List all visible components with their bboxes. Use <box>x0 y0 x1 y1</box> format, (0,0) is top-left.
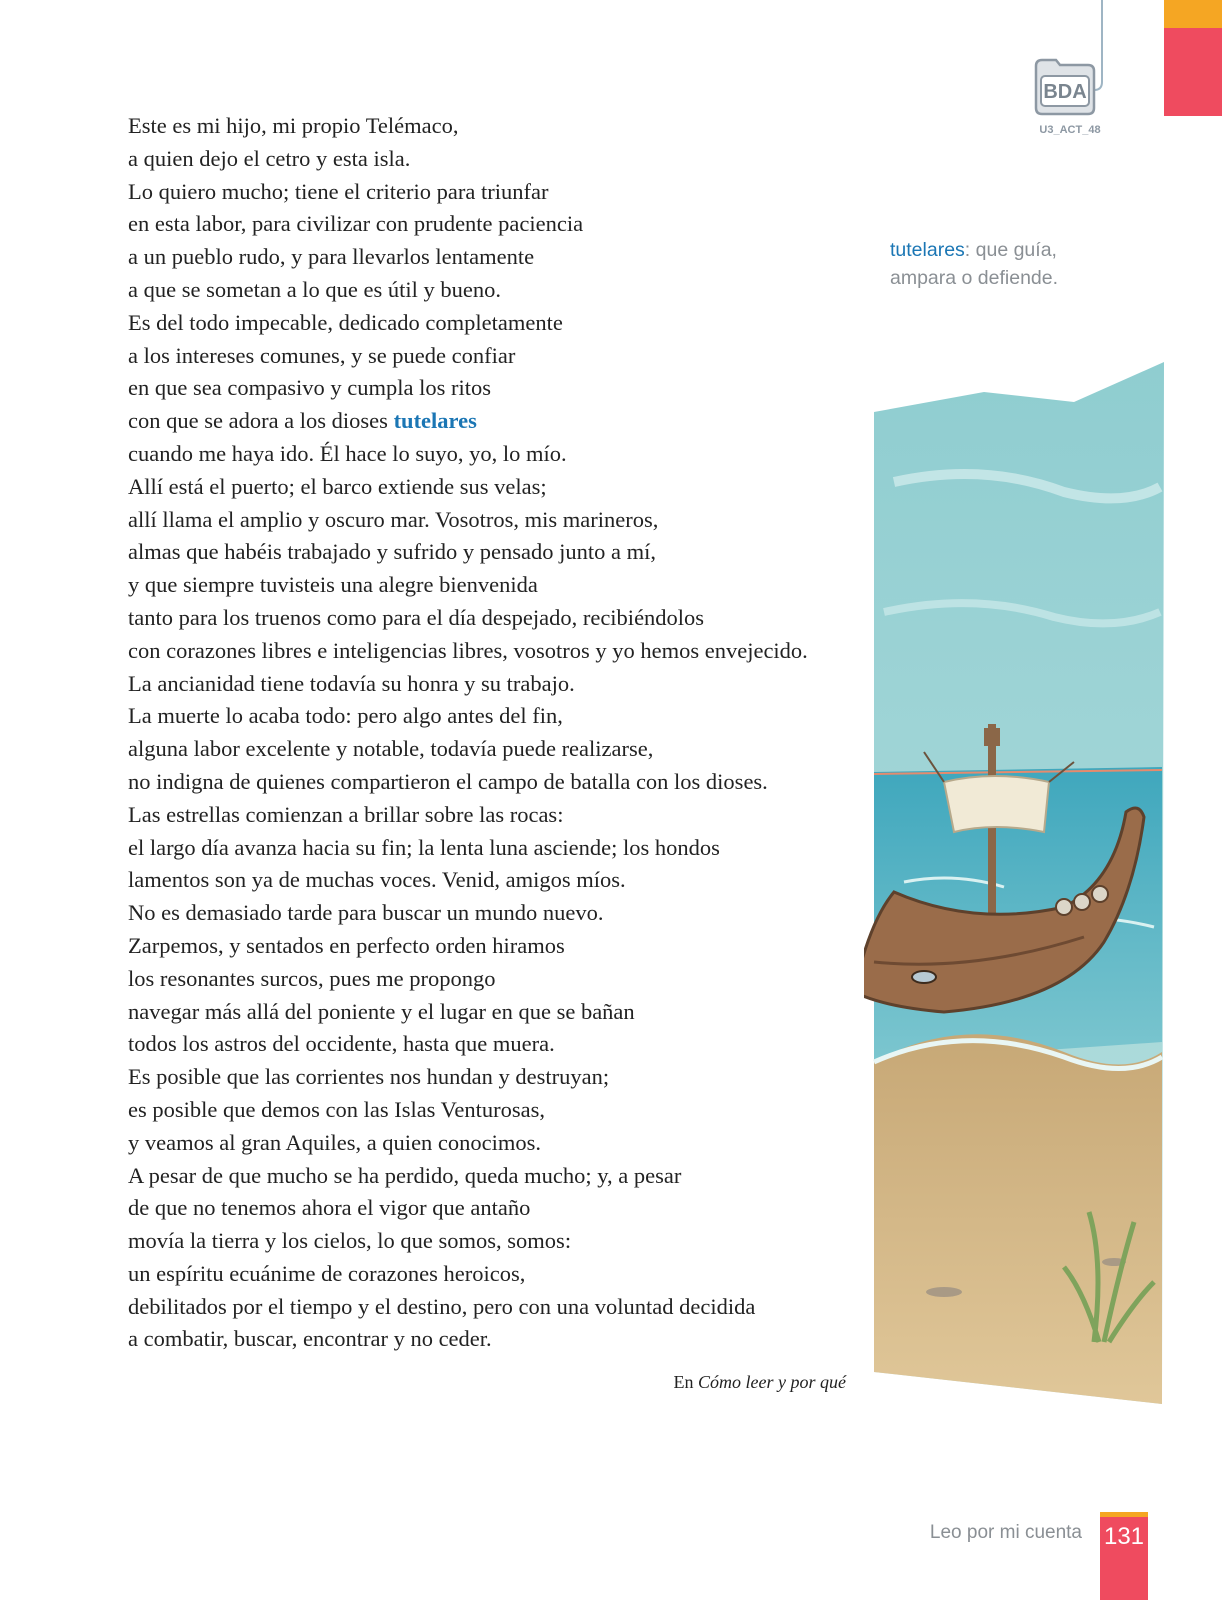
poem-line: Lo quiero mucho; tiene el criterio para triunfar <box>128 178 549 204</box>
poem-line: es posible que demos con las Islas Venturosas, <box>128 1096 546 1122</box>
poem-line: cuando me haya ido. Él hace lo suyo, yo, lo mío. <box>128 440 567 466</box>
poem-line: alguna labor excelente y notable, todavía puede realizarse, <box>128 736 654 762</box>
poem-line: Las estrellas comienzan a brillar sobre las rocas: <box>128 801 564 827</box>
bda-code: U3_ACT_48 <box>1039 124 1101 136</box>
poem-line-text: con que se adora a los dioses <box>128 408 394 434</box>
poem-line: No es demasiado tarde para buscar un mundo nuevo. <box>128 900 604 926</box>
poem-line: movía la tierra y los cielos, lo que somos, somos: <box>128 1228 572 1254</box>
page-number: 131 <box>1100 1512 1148 1600</box>
glossary-term: tutelares <box>890 239 965 261</box>
glossary-definition: : que guía, ampara o defiende. <box>890 239 1059 289</box>
bda-label: BDA <box>1043 81 1087 103</box>
poem-line: debilitados por el tiempo y el destino, pero con una voluntad decidida <box>128 1293 756 1319</box>
poem-line: Allí está el puerto; el barco extiende sus velas; <box>128 473 547 499</box>
poem-line: a combatir, buscar, encontrar y no ceder. <box>128 1326 492 1352</box>
poem-line: Zarpemos, y sentados en perfecto orden hiramos <box>128 932 565 958</box>
poem-line: no indigna de quienes compartieron el campo de batalla con los dioses. <box>128 768 768 794</box>
corner-tab-red <box>1164 28 1222 116</box>
poem-body <box>128 110 808 1356</box>
poem-line: todos los astros del occidente, hasta que muera. <box>128 1031 555 1057</box>
source-citation <box>674 1372 846 1393</box>
poem-line: a que se sometan a lo que es útil y bueno. <box>128 276 502 302</box>
poem-line: de que no tenemos ahora el vigor que antaño <box>128 1195 531 1221</box>
poem-line: a los intereses comunes, y se puede confiar <box>128 342 516 368</box>
poem-line: Es del todo impecable, dedicado completamente <box>128 309 563 335</box>
poem-line: y que siempre tuvisteis una alegre bienvenida <box>128 572 538 598</box>
poem-line: Es posible que las corrientes nos hundan y destruyan; <box>128 1064 610 1090</box>
poem-line: con corazones libres e inteligencias libres, vosotros y yo hemos envejecido. <box>128 637 808 663</box>
poem-line: Este es mi hijo, mi propio Telémaco, <box>128 113 459 138</box>
source-book-title: Cómo leer y por qué <box>698 1372 846 1392</box>
poem-line: en esta labor, para civilizar con prudente paciencia <box>128 211 584 237</box>
poem-line: los resonantes surcos, pues me propongo <box>128 965 496 991</box>
poem-line: y veamos al gran Aquiles, a quien conocimos. <box>128 1129 542 1155</box>
poem-line: a un pueblo rudo, y para llevarlos lentamente <box>128 244 535 270</box>
poem-line: La ancianidad tiene todavía su honra y su trabajo. <box>128 670 575 696</box>
poem-line: allí llama el amplio y oscuro mar. Vosotros, mis marineros, <box>128 506 659 532</box>
source-prefix: En <box>673 1372 699 1392</box>
bda-folder-icon[interactable] <box>1030 56 1100 118</box>
poem-line: a quien dejo el cetro y esta isla. <box>128 145 411 171</box>
poem-line: navegar más allá del poniente y el lugar en que se bañan <box>128 998 635 1024</box>
poem-line: un espíritu ecuánime de corazones heroicos, <box>128 1260 526 1286</box>
poem-line: A pesar de que mucho se ha perdido, queda mucho; y, a pesar <box>128 1162 682 1188</box>
poem-line: lamentos son ya de muchas voces. Venid, amigos míos. <box>128 867 626 893</box>
glossary-note <box>890 236 1110 292</box>
poem-line-gloss <box>128 405 808 438</box>
ship-illustration <box>864 362 1182 1404</box>
poem-line: en que sea compasivo y cumpla los ritos <box>128 375 492 401</box>
poem-line: La muerte lo acaba todo: pero algo antes del fin, <box>128 703 563 729</box>
poem-line: tanto para los truenos como para el día despejado, recibiéndolos <box>128 604 705 630</box>
section-title: Leo por mi cuenta <box>929 1522 1082 1543</box>
corner-tab-orange <box>1164 0 1222 28</box>
glossary-term-link[interactable]: tutelares <box>393 408 477 434</box>
poem-line: el largo día avanza hacia su fin; la lenta luna asciende; los hondos <box>128 834 720 860</box>
poem-line: almas que habéis trabajado y sufrido y pensado junto a mí, <box>128 539 656 565</box>
